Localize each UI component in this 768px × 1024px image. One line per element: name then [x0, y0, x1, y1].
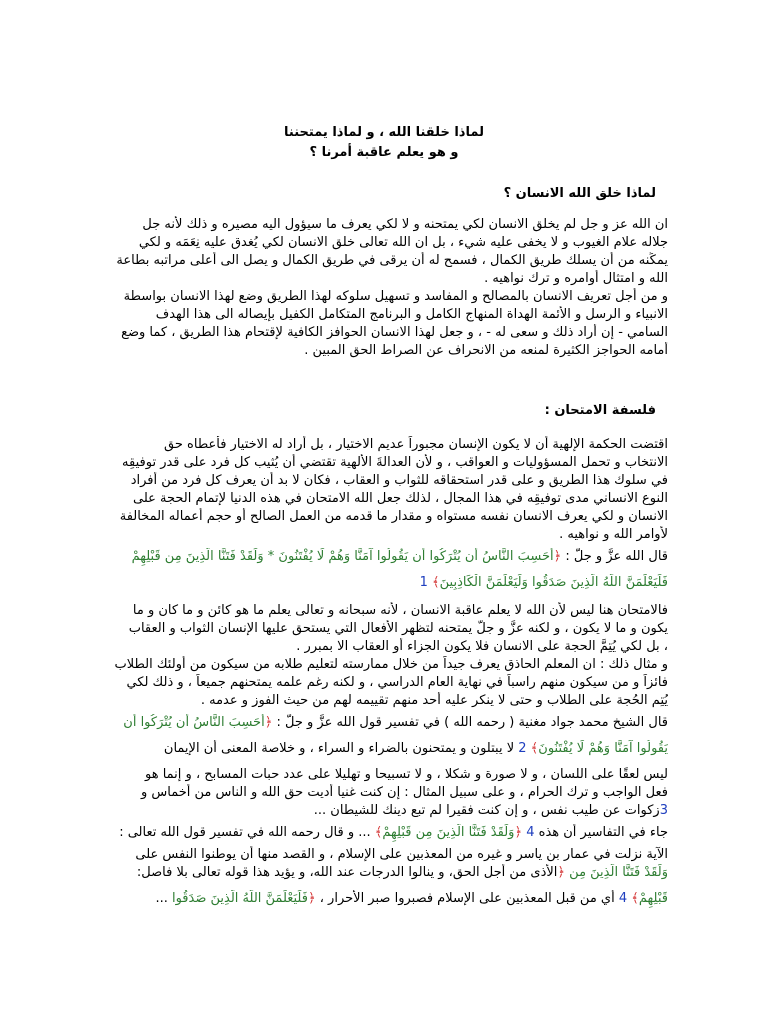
quran-verse: وَلَقَدْ فَتَنَّا الَّذِينَ مِن قَبْلِهِمْ: [382, 825, 515, 840]
verse-open-bracket: ﴿: [557, 865, 566, 880]
commentary-text: لا يبتلون و يمتحنون بالضراء و السراء ، و خلاصة المعنى أن الإيمان: [163, 741, 519, 756]
quran-quote-line: [94, 548, 668, 566]
paragraph-line: فائزاً و من سيكون منهم راسباً في نهاية العام الدراسي ، و لكنه رغم علمه يمتحنهم جميعاً ، و ذلك لكي: [126, 675, 668, 690]
commentary-text: الأذى من أجل الحق، و ينالوا الدرجات عند الله، و يؤيد هذا قوله تعالى بلا فاصل:: [136, 865, 558, 880]
paragraph-line: يمكِّنه من أن يسلك طريق الكمال ، فسمح له أن يرقى في طريق الكمال و يصل الى أعلى مراتبه بطاعة: [116, 253, 668, 268]
verse-open-bracket: ﴿: [514, 825, 523, 840]
quran-verse: فَلَيَعْلَمَنَّ اللَّهُ الَّذِينَ صَدَقُوا وَلَيَعْلَمَنَّ الْكَاذِبِينَ: [439, 575, 668, 590]
quran-quote-line: [94, 824, 668, 842]
quran-quote-line: [94, 890, 668, 908]
quran-verse: وَلَقَدْ فَتَنَّا الَّذِينَ مِن: [569, 865, 668, 880]
paragraph-line: فالامتحان هنا ليس لأن الله لا يعلم عاقبة الانسان ، لأنه سبحانه و تعالى يعلم ما هو كائن و ما كان و ما: [132, 603, 668, 618]
verse-close-bracket: ﴾: [374, 825, 383, 840]
footnote-ref[interactable]: 3: [659, 803, 668, 818]
quran-verse: أَحَسِبَ النَّاسُ أَن يُتْرَكُوا أَن يَقُولُوا آمَنَّا وَهُمْ لَا يُفْتَنُونَ * وَلَقَدْ فَتَنَّا الَّذِينَ مِن قَبْلِهِمْ: [131, 549, 554, 564]
quote-intro: قال الله عزَّ و جلَّ :: [561, 549, 668, 564]
paragraph-line: يُتِم الحُجة على الطلاب و حتى لا ينكر عليه أحد منهم تقييمه لهم من حيث الفوز و عدمه .: [200, 693, 668, 708]
paragraph-line: [94, 802, 668, 820]
paragraph-line: النوع الانساني مدى توفيقِه في هذا المجال ، لذلك جعل الله الامتحان في هذه الدنيا لإتمام الحجة على: [132, 491, 668, 506]
footnote-ref[interactable]: 2: [518, 741, 527, 756]
verse-open-bracket: ﴿: [264, 715, 273, 730]
verse-close-bracket: ﴾: [432, 575, 440, 590]
paragraph-line: الانبياء و الرسل و الأئمة الهداة المنهاج الكامل و البرنامج المتكامل الكفيل بإيصاله الى هذا الهدف: [155, 307, 668, 322]
commentary-text: زكوات عن طيب نفس ، و إن كنت فقيرا لم تبع دينك للشيطان ...: [313, 803, 660, 818]
section-heading-exam-philosophy: فلسفة الامتحان :: [544, 403, 656, 418]
commentary-text: ... و قال رحمه الله في تفسير قول الله تعالى :: [119, 825, 375, 840]
verse-close-bracket: ﴾: [631, 891, 639, 906]
commentary-text: ...: [155, 891, 172, 906]
footnote-ref[interactable]: 4: [526, 825, 535, 840]
quran-verse: أَحَسِبَ النَّاسُ أَن يُتْرَكُوا أَن: [123, 715, 265, 730]
commentary-text: جاء في التفاسير أن هذه: [534, 825, 668, 840]
paragraph-line: جلاله علام الغيوب و لا يخفى عليه شيء ، بل ان الله تعالى خلق الانسان لكي يُغدق عليه نِعَمَه و لكي: [138, 235, 668, 250]
document-title-line-2: و هو يعلم عاقبة أمرنا ؟: [309, 145, 459, 160]
verse-open-bracket: ﴿: [307, 891, 316, 906]
paragraph-line: ، بل لكي يُتِمَّ الحجة على الانسان فلا يكون الجزاء أو العقاب الا بمبرر .: [296, 639, 668, 654]
verse-close-bracket: ﴾: [530, 741, 539, 756]
quran-quote-line: [94, 864, 668, 882]
paragraph-line: في سلوك هذا الطريق و على قدر استحقاقه للثواب و العقاب ، فكان لا بد أن يعرف كل فرد من أفراد: [130, 473, 668, 488]
quran-quote-line: [94, 574, 668, 592]
paragraph-line: الآية نزلت في عمار بن ياسر و غيره من المعذبين على الإسلام ، و القصد منها أن يوطنوا النفس على: [135, 847, 668, 862]
quran-quote-line: [94, 740, 668, 758]
commentary-text: أي من قبل المعذبين على الإسلام فصبروا صبر الأحرار ،: [315, 891, 619, 906]
paragraph-line: الانسان و لكي يعرف الانسان نفسه مستواه و مقدار ما قدمه من العمل الصالح أو حجم أعماله المخالفة: [119, 509, 668, 524]
quran-verse: فَلَيَعْلَمَنَّ اللَّهُ الَّذِينَ صَدَقُوا: [171, 891, 308, 906]
quran-quote-line: [94, 714, 668, 732]
paragraph-line: و من أجل تعريف الانسان بالمصالح و المفاسد و تسهيل سلوكه لهذا الطريق وضع لهذا الانسان بواسطة: [123, 289, 668, 304]
paragraph-line: الانتخاب و تحمل المسؤوليات و العواقب ، و لأن العدالةَ الألهية تقتضي أن يُثيب كل فرد على قدر توفيقِه: [122, 455, 668, 470]
quran-verse: قَبْلِهِمْ: [638, 891, 668, 906]
paragraph-line: ان الله عز و جل لم يخلق الانسان لكي يمتحنه و لا لكي يعرف ما سيؤول اليه مصيره و ذلك لأنه جل: [142, 217, 668, 232]
paragraph-line: و مثال ذلك : ان المعلم الحاذق يعرف جيداً من خلال ممارسته لتعليم طلابه من سيكون من أولئك الطلاب: [114, 657, 668, 672]
footnote-ref[interactable]: 4: [618, 891, 628, 906]
quran-verse: يَقُولُوا آمَنَّا وَهُمْ لَا يُفْتَنُونَ: [538, 741, 668, 756]
paragraph-line: الله و امتثال أوامره و ترك نواهيه .: [484, 271, 668, 286]
footnote-ref[interactable]: 1: [419, 575, 428, 590]
paragraph-line: فعل الواجب و ترك الحرام ، و على سبيل المثال : إن كنت غنيا أديت حق الله و الناس من أخماس و: [140, 785, 668, 800]
document-title-line-1: لماذا خلقنا الله ، و لماذا يمتحننا: [284, 125, 484, 140]
paragraph-line: اقتضت الحكمة الإلهية أن لا يكون الإنسان مجبوراً عديم الاختيار ، بل أراد له الاختيار فأعطاه حق: [164, 437, 668, 452]
paragraph-line: السامي - إن أراد ذلك و سعى له - ، و جعل لهذا الانسان الحوافز الكافية لإقتحام هذا الطريق ، كما وضع: [121, 325, 668, 340]
paragraph-line: يكون و ما لا يكون ، و لكنه عزَّ و جلَّ يمتحنه لتظهر الأفعال التي يستحق عليها الإنسان الثواب و العقاب: [128, 621, 668, 636]
paragraph-line: أمامه الحواجز الكثيرة لمنعه من الانحراف عن الصراط الحق المبين .: [304, 343, 668, 358]
verse-open-bracket: ﴿: [553, 549, 562, 564]
paragraph-line: ليس لعقًا على اللسان ، و لا صورة و شكلا ، و لا تسبيحا و تهليلا على عدد حبات المسابح ، و إنما هو: [145, 767, 668, 782]
paragraph-line: لأوامر الله و نواهيه .: [559, 527, 668, 542]
section-heading-why-create: لماذا خلق الله الانسان ؟: [503, 186, 656, 201]
quote-intro: قال الشيخ محمد جواد مغنية ( رحمه الله ) في تفسير قول الله عزَّ و جلَّ :: [272, 715, 668, 730]
